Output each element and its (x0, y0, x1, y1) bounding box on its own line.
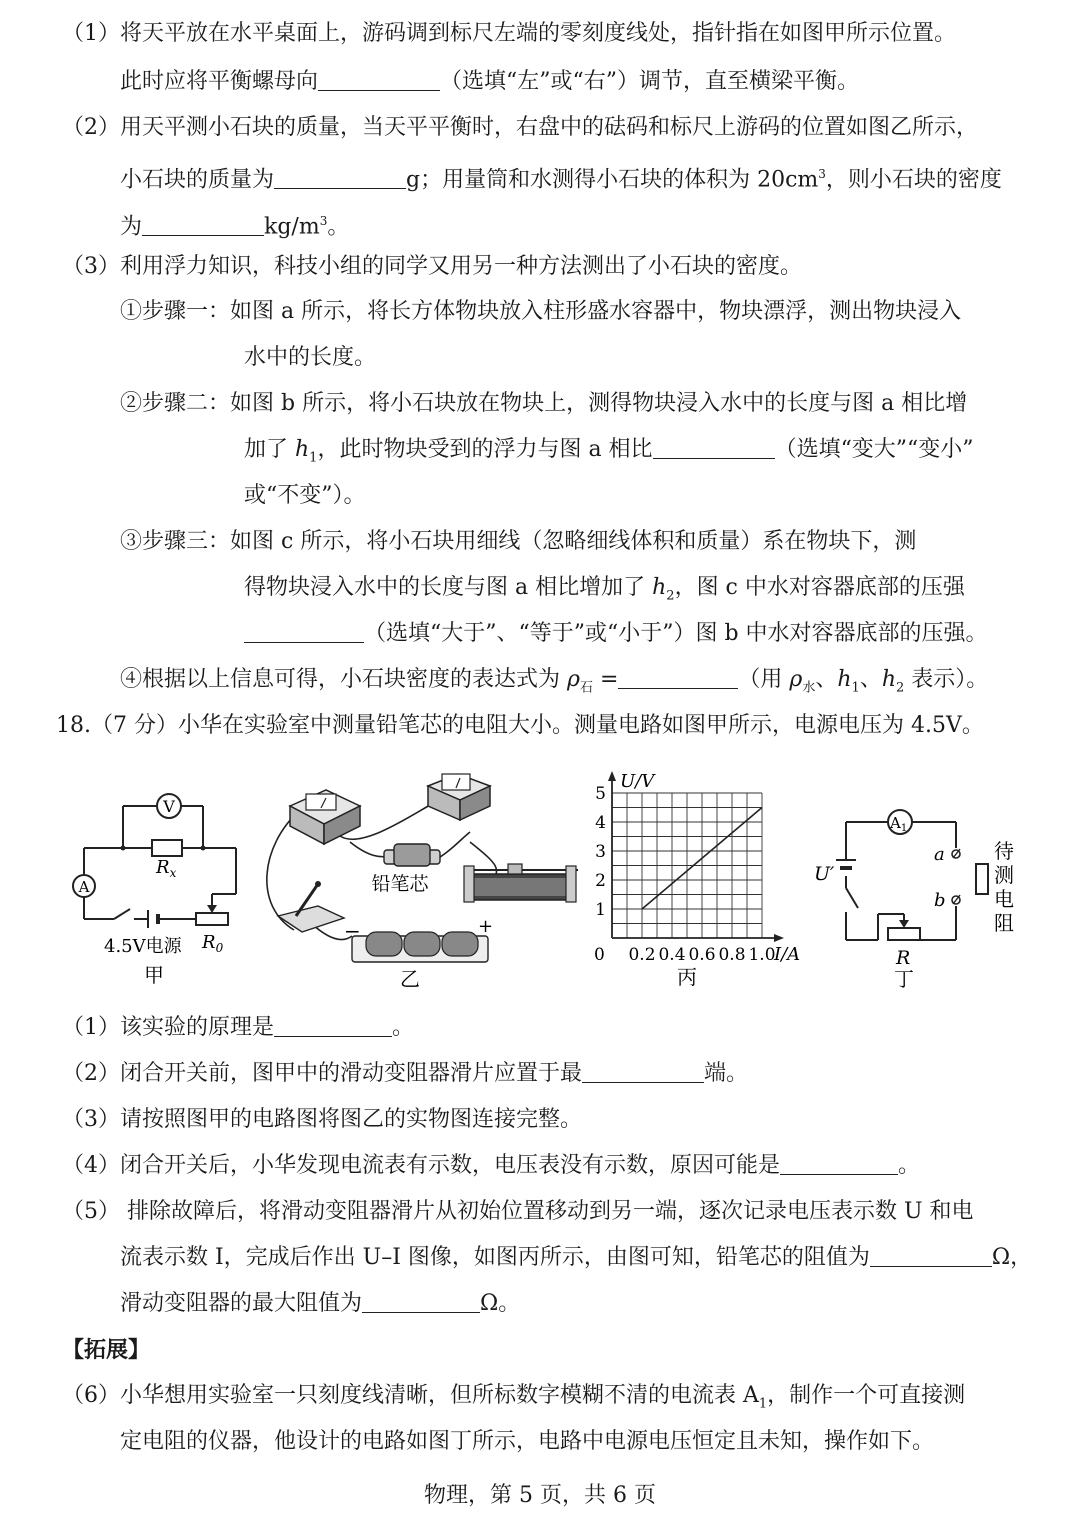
symbol-rho: ρ (789, 667, 803, 692)
q17-part2-text2: g；用量筒和水测得小石块的体积为 20cm (406, 167, 819, 193)
step3-text4: （选填“大于”、“等于”或“小于”）图 b 中水对容器底部的压强。 (364, 621, 988, 646)
x-tick-label: 0.6 (688, 945, 716, 965)
figure-bing-ui-chart (586, 770, 818, 992)
q17-part2-text3: ，则小石块的密度 (825, 167, 1002, 193)
q17-part1-text2: （选填“左”或“右”）调节，直至横梁平衡。 (440, 69, 860, 94)
step1-line1 (120, 298, 961, 326)
ammeter-symbol: A (78, 878, 90, 896)
step2-text: 如图 b 所示，将小石块放在物块上，测得物块浸入水中的长度与图 a 相比增 (230, 391, 968, 416)
superscript: 3 (319, 214, 328, 228)
figure-caption-bing: 丙 (677, 965, 697, 989)
q18-part5-unit2: Ω。 (480, 1291, 521, 1316)
q18-part2-text: （2）闭合开关前，图甲中的滑动变阻器滑片应置于最 (62, 1061, 582, 1086)
q18-part5-unit: Ω， (991, 1245, 1033, 1270)
answer-blank[interactable] (870, 1244, 992, 1267)
symbol-h: h (652, 575, 667, 600)
chart-y-axis-label: U/V (620, 771, 655, 792)
subscript: 1 (758, 1396, 768, 1412)
target-resistor-label-4: 阻 (994, 911, 1014, 935)
separator: 、 (815, 667, 838, 692)
q17-part2-text: 小石块的质量为 (120, 167, 275, 193)
q18-part5-text: 流表示数 I，完成后作出 U–I 图像，如图丙所示，由图可知，铅笔芯的阻值为 (120, 1245, 870, 1270)
figure-yi-apparatus (260, 766, 600, 994)
rheostat-arrow-icon (899, 920, 909, 928)
figure-caption-yi: 乙 (400, 967, 420, 991)
ammeter-a1-symbol: $A_1$ (890, 814, 908, 834)
q17-part1-text: 此时应将平衡螺母向 (120, 69, 319, 94)
answer-blank[interactable] (274, 1014, 392, 1037)
step3-line1 (120, 528, 916, 556)
q18-part6-text: （6）小华想用实验室一只刻度线清晰，但所标数字模糊不清的电流表 A (62, 1383, 759, 1408)
answer-blank[interactable] (142, 213, 264, 236)
q18-part6-line2: 定电阻的仪器，他设计的电路如图丁所示，电路中电源电压恒定且未知，操作如下。 (120, 1429, 935, 1454)
symbol-h: h (881, 667, 896, 692)
answer-blank[interactable] (318, 68, 440, 91)
x-tick-label: 0.2 (628, 945, 656, 965)
rheostat-r-label: R (896, 947, 911, 969)
rx-label: $R_x$ (156, 857, 177, 880)
q17-part2-line1: （2）用天平测小石块的质量，当天平平衡时，右盘中的砝码和标尺上游码的位置如图乙所示， (62, 115, 979, 140)
q18-part5-line2 (120, 1244, 1032, 1272)
x-tick-label: 0.4 (658, 945, 686, 965)
step2-text2: 加了 (244, 437, 295, 462)
q18-part4 (62, 1152, 920, 1180)
y-tick-label: 3 (595, 842, 606, 862)
q17-part3-line1: （3）利用浮力知识，科技小组的同学又用另一种方法测出了小石块的密度。 (62, 254, 802, 279)
q18-part6-line1 (62, 1382, 965, 1418)
subscript: 1 (851, 680, 860, 696)
step3-label: ③步骤三： (120, 529, 231, 554)
x-tick-label: 0.8 (718, 945, 746, 965)
pencil-lead-icon (384, 844, 440, 866)
y-tick-label: 2 (595, 871, 606, 891)
q18-part4-end: 。 (898, 1153, 921, 1178)
q18-part1-end: 。 (392, 1015, 415, 1040)
rheostat-device-icon (464, 864, 578, 902)
target-resistor-label-3: 电 (994, 887, 1014, 911)
q17-part2-line2 (120, 160, 1002, 194)
q18-part5-line3 (120, 1290, 520, 1318)
minus-sign: − (344, 919, 361, 943)
q18-part4-text: （4）闭合开关后，小华发现电流表有示数，电压表没有示数，原因可能是 (62, 1153, 780, 1178)
subscript: 1 (309, 450, 318, 466)
junction-dot (121, 846, 126, 851)
chart-axes (608, 771, 784, 942)
battery-holder-icon (352, 932, 488, 962)
plus-sign: + (478, 916, 494, 937)
page-footer: 物理，第 5 页，共 6 页 (424, 1483, 656, 1508)
step2-line3: 或“不变”）。 (244, 483, 366, 508)
rheostat-arrow-icon (207, 905, 217, 913)
junction-dot (201, 846, 206, 851)
answer-blank[interactable] (780, 1152, 898, 1175)
target-resistor-label-1: 待 (994, 839, 1014, 863)
symbol-h: h (295, 437, 310, 462)
step1-text: 如图 a 所示，将长方体物块放入柱形盛水容器中，物块漂浮，测出物块浸入 (230, 299, 962, 324)
answer-blank[interactable] (244, 620, 364, 643)
source-u-label: U′ (814, 863, 835, 885)
q18-stem: 18.（7 分）小华在实验室中测量铅笔芯的电阻大小。测量电路如图甲所示，电源电压为 4.5V。 (56, 713, 984, 738)
equals: = (592, 667, 619, 692)
separator: 、 (859, 667, 882, 692)
step4-line (120, 666, 988, 702)
step2-line1 (120, 390, 967, 418)
step3-line2 (244, 574, 965, 610)
voltmeter-symbol: V (163, 797, 175, 816)
answer-blank[interactable] (618, 666, 738, 689)
answer-blank[interactable] (582, 1060, 704, 1083)
step4-text3: 表示）。 (904, 667, 989, 692)
step3-text: 如图 c 所示，将小石块用细线（忽略细线体积和质量）系在物块下，测 (230, 529, 917, 554)
step2-label: ②步骤二： (120, 391, 231, 416)
q18-part6-text2: ，制作一个可直接测 (767, 1383, 966, 1408)
answer-blank[interactable] (274, 166, 406, 189)
q17-part2-end: 。 (327, 214, 350, 240)
chart-x-axis-label: I/A (774, 944, 801, 965)
q17-part1-line2 (120, 68, 859, 96)
step3-text2: 得物块浸入水中的长度与图 a 相比增加了 (244, 575, 653, 600)
step3-line3 (244, 620, 988, 648)
q17-part2-text4: 为 (120, 214, 143, 240)
step3-text3: ，图 c 中水对容器底部的压强 (674, 575, 965, 600)
symbol-rho: ρ (567, 667, 580, 692)
step4-text2: （用 (738, 667, 790, 692)
chart-grid (612, 793, 762, 938)
figure-jia-circuit (68, 776, 254, 992)
step4-text: ④根据以上信息可得，小石块密度的表达式为 (120, 667, 567, 692)
y-tick-label: 1 (595, 900, 606, 920)
q18-part2-end: 端。 (704, 1061, 749, 1086)
subscript: 2 (666, 588, 675, 604)
q17-part2-line3 (120, 207, 349, 241)
step2-line2 (244, 436, 974, 472)
target-resistor-label-2: 测 (994, 863, 1014, 887)
extension-heading: 【拓展】 (62, 1337, 151, 1363)
q18-part5-text2: 滑动变阻器的最大阻值为 (120, 1291, 363, 1316)
q18-part3: （3）请按照图甲的电路图将图乙的实物图连接完整。 (62, 1107, 582, 1132)
step2-text3: ，此时物块受到的浮力与图 a 相比 (317, 437, 653, 462)
figure-ding-circuit (810, 800, 1034, 992)
superscript: 3 (818, 167, 826, 181)
step1-label: ①步骤一： (120, 299, 231, 324)
ammeter-device-icon (290, 790, 360, 844)
step1-line2: 水中的长度。 (244, 345, 377, 370)
x-axis-arrow-icon (774, 934, 784, 942)
q17-part1-line1: （1）将天平放在水平桌面上，游码调到标尺左端的零刻度线处，指针指在如图甲所示位置。 (62, 21, 957, 46)
terminal-b-label: b (934, 890, 946, 911)
pencil-lead-label: 铅笔芯 (371, 873, 429, 895)
answer-blank[interactable] (653, 436, 775, 459)
q17-part2-unit: kg/m (264, 214, 320, 240)
y-axis-arrow-icon (608, 771, 616, 781)
step2-text4: （选填“变大”“变小” (774, 437, 974, 462)
y-tick-label: 4 (595, 813, 606, 833)
q18-part5-line1: （5） 排除故障后，将滑动变阻器滑片从初始位置移动到另一端，逐次记录电压表示数 U 和电 (62, 1199, 974, 1224)
q18-part1 (62, 1014, 414, 1042)
answer-blank[interactable] (362, 1290, 480, 1313)
symbol-h: h (837, 667, 852, 692)
r0-label: $R_0$ (202, 932, 224, 955)
subscript: 2 (896, 680, 905, 696)
source-label: 4.5V电源 (104, 936, 182, 957)
voltmeter-device-icon (428, 774, 490, 820)
q18-part2 (62, 1060, 748, 1088)
y-tick-label: 5 (595, 784, 606, 804)
figure-caption-jia: 甲 (144, 963, 164, 987)
q18-part1-text: （1）该实验的原理是 (62, 1015, 274, 1040)
figure-caption-ding: 丁 (894, 967, 914, 991)
subscript: 石 (579, 680, 593, 696)
terminal-a-label: a (934, 844, 945, 865)
x-tick-label: 0 (594, 945, 605, 965)
x-tick-label: 1.0 (748, 945, 776, 965)
subscript: 水 (802, 680, 816, 696)
switch-device-icon (278, 881, 344, 932)
